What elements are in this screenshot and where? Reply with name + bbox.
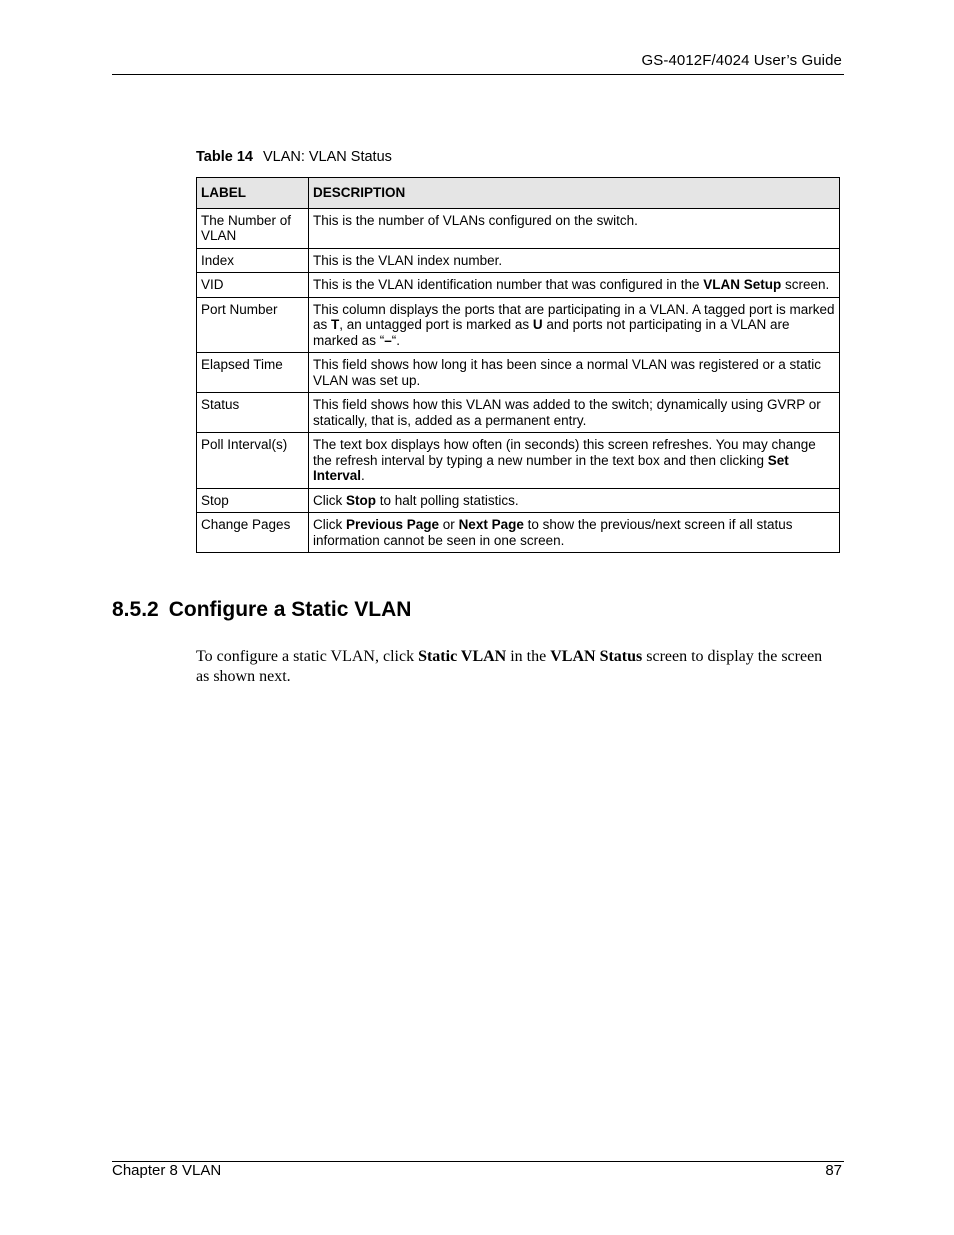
row-description [309, 433, 840, 489]
row-label: Status [197, 393, 309, 433]
text-run: This is the VLAN index number. [313, 252, 503, 268]
table-row [197, 297, 840, 353]
bold-term: T [331, 317, 340, 332]
row-description [309, 393, 840, 433]
table-row [197, 353, 840, 393]
text-run: in the [506, 648, 551, 665]
section-title: Configure a Static VLAN [168, 598, 412, 621]
footer-rule [112, 1161, 844, 1162]
text-run: screen to display the screen as shown next. [196, 648, 823, 685]
row-label: Elapsed Time [197, 353, 309, 393]
bold-term: VLAN Status [550, 648, 643, 665]
table-caption [196, 149, 392, 165]
header-rule [112, 74, 844, 75]
bold-term: Static VLAN [418, 648, 507, 665]
text-run: Click [313, 492, 346, 508]
table-row [197, 433, 840, 489]
table-caption-title: VLAN: VLAN Status [262, 149, 392, 165]
row-description [309, 273, 840, 298]
row-label: Change Pages [197, 513, 309, 553]
text-run: to halt polling statistics. [376, 492, 519, 508]
row-description [309, 513, 840, 553]
text-run: or [439, 517, 459, 532]
text-run: This is the VLAN identification number that was configured in the [313, 277, 704, 292]
running-header-title: GS-4012F/4024 User’s Guide [641, 52, 842, 69]
text-run: To configure a static VLAN, click [196, 648, 419, 665]
row-description [309, 488, 840, 513]
text-run: Click [313, 517, 346, 532]
column-header-description: DESCRIPTION [309, 178, 840, 209]
row-label: Port Number [197, 297, 309, 353]
text-run: screen. [781, 277, 830, 292]
row-description [309, 297, 840, 353]
row-label: The Number of VLAN [197, 208, 309, 248]
footer-chapter: Chapter 8 VLAN [112, 1162, 222, 1179]
table-caption-number: Table 14 [196, 149, 253, 165]
text-run: , an untagged port is marked as [339, 317, 533, 332]
table-header-row [197, 178, 840, 209]
text-run: This column displays the ports that are participating in a VLAN. A tagged port is marked as [313, 301, 835, 332]
row-label: Poll Interval(s) [197, 433, 309, 489]
text-run: This field shows how this VLAN was added to the switch; dynamically using GVRP or statically, that is, added as a permanent entry. [313, 397, 821, 428]
table-row [197, 273, 840, 298]
bold-term: U [532, 317, 543, 332]
vlan-status-table [196, 177, 840, 553]
table-row [197, 488, 840, 513]
row-label: Index [197, 248, 309, 273]
table-row [197, 248, 840, 273]
text-run: . [361, 468, 365, 483]
bold-term: Previous Page [346, 517, 440, 532]
text-run: The text box displays how often (in seconds) this screen refreshes. You may change the refresh interval by typing a new number in the text box and then clicking [313, 437, 816, 468]
bold-term: Set Interval [313, 452, 789, 483]
bold-term: – [384, 332, 392, 348]
bold-term: VLAN Setup [703, 277, 782, 292]
text-run: This is the number of VLANs configured on the switch. [313, 212, 638, 228]
table-row [197, 208, 840, 248]
table-row [197, 513, 840, 553]
bold-term: Stop [346, 492, 376, 508]
text-run: to show the previous/next screen if all status information cannot be seen in one screen. [313, 517, 793, 548]
column-header-label: LABEL [197, 178, 309, 209]
footer-page-number: 87 [825, 1162, 842, 1179]
table-row [197, 393, 840, 433]
body-paragraph [196, 647, 836, 687]
section-heading [112, 598, 421, 622]
row-description [309, 353, 840, 393]
row-label: Stop [197, 488, 309, 513]
text-run: This field shows how long it has been since a normal VLAN was registered or a static VLAN was set up. [313, 357, 821, 388]
row-description [309, 208, 840, 248]
row-label: VID [197, 273, 309, 298]
text-run: “. [391, 332, 401, 348]
bold-term: Next Page [458, 517, 524, 532]
section-number: 8.5.2 [112, 598, 159, 621]
row-description [309, 248, 840, 273]
text-run: and ports not participating in a VLAN are marked as “ [313, 317, 790, 348]
